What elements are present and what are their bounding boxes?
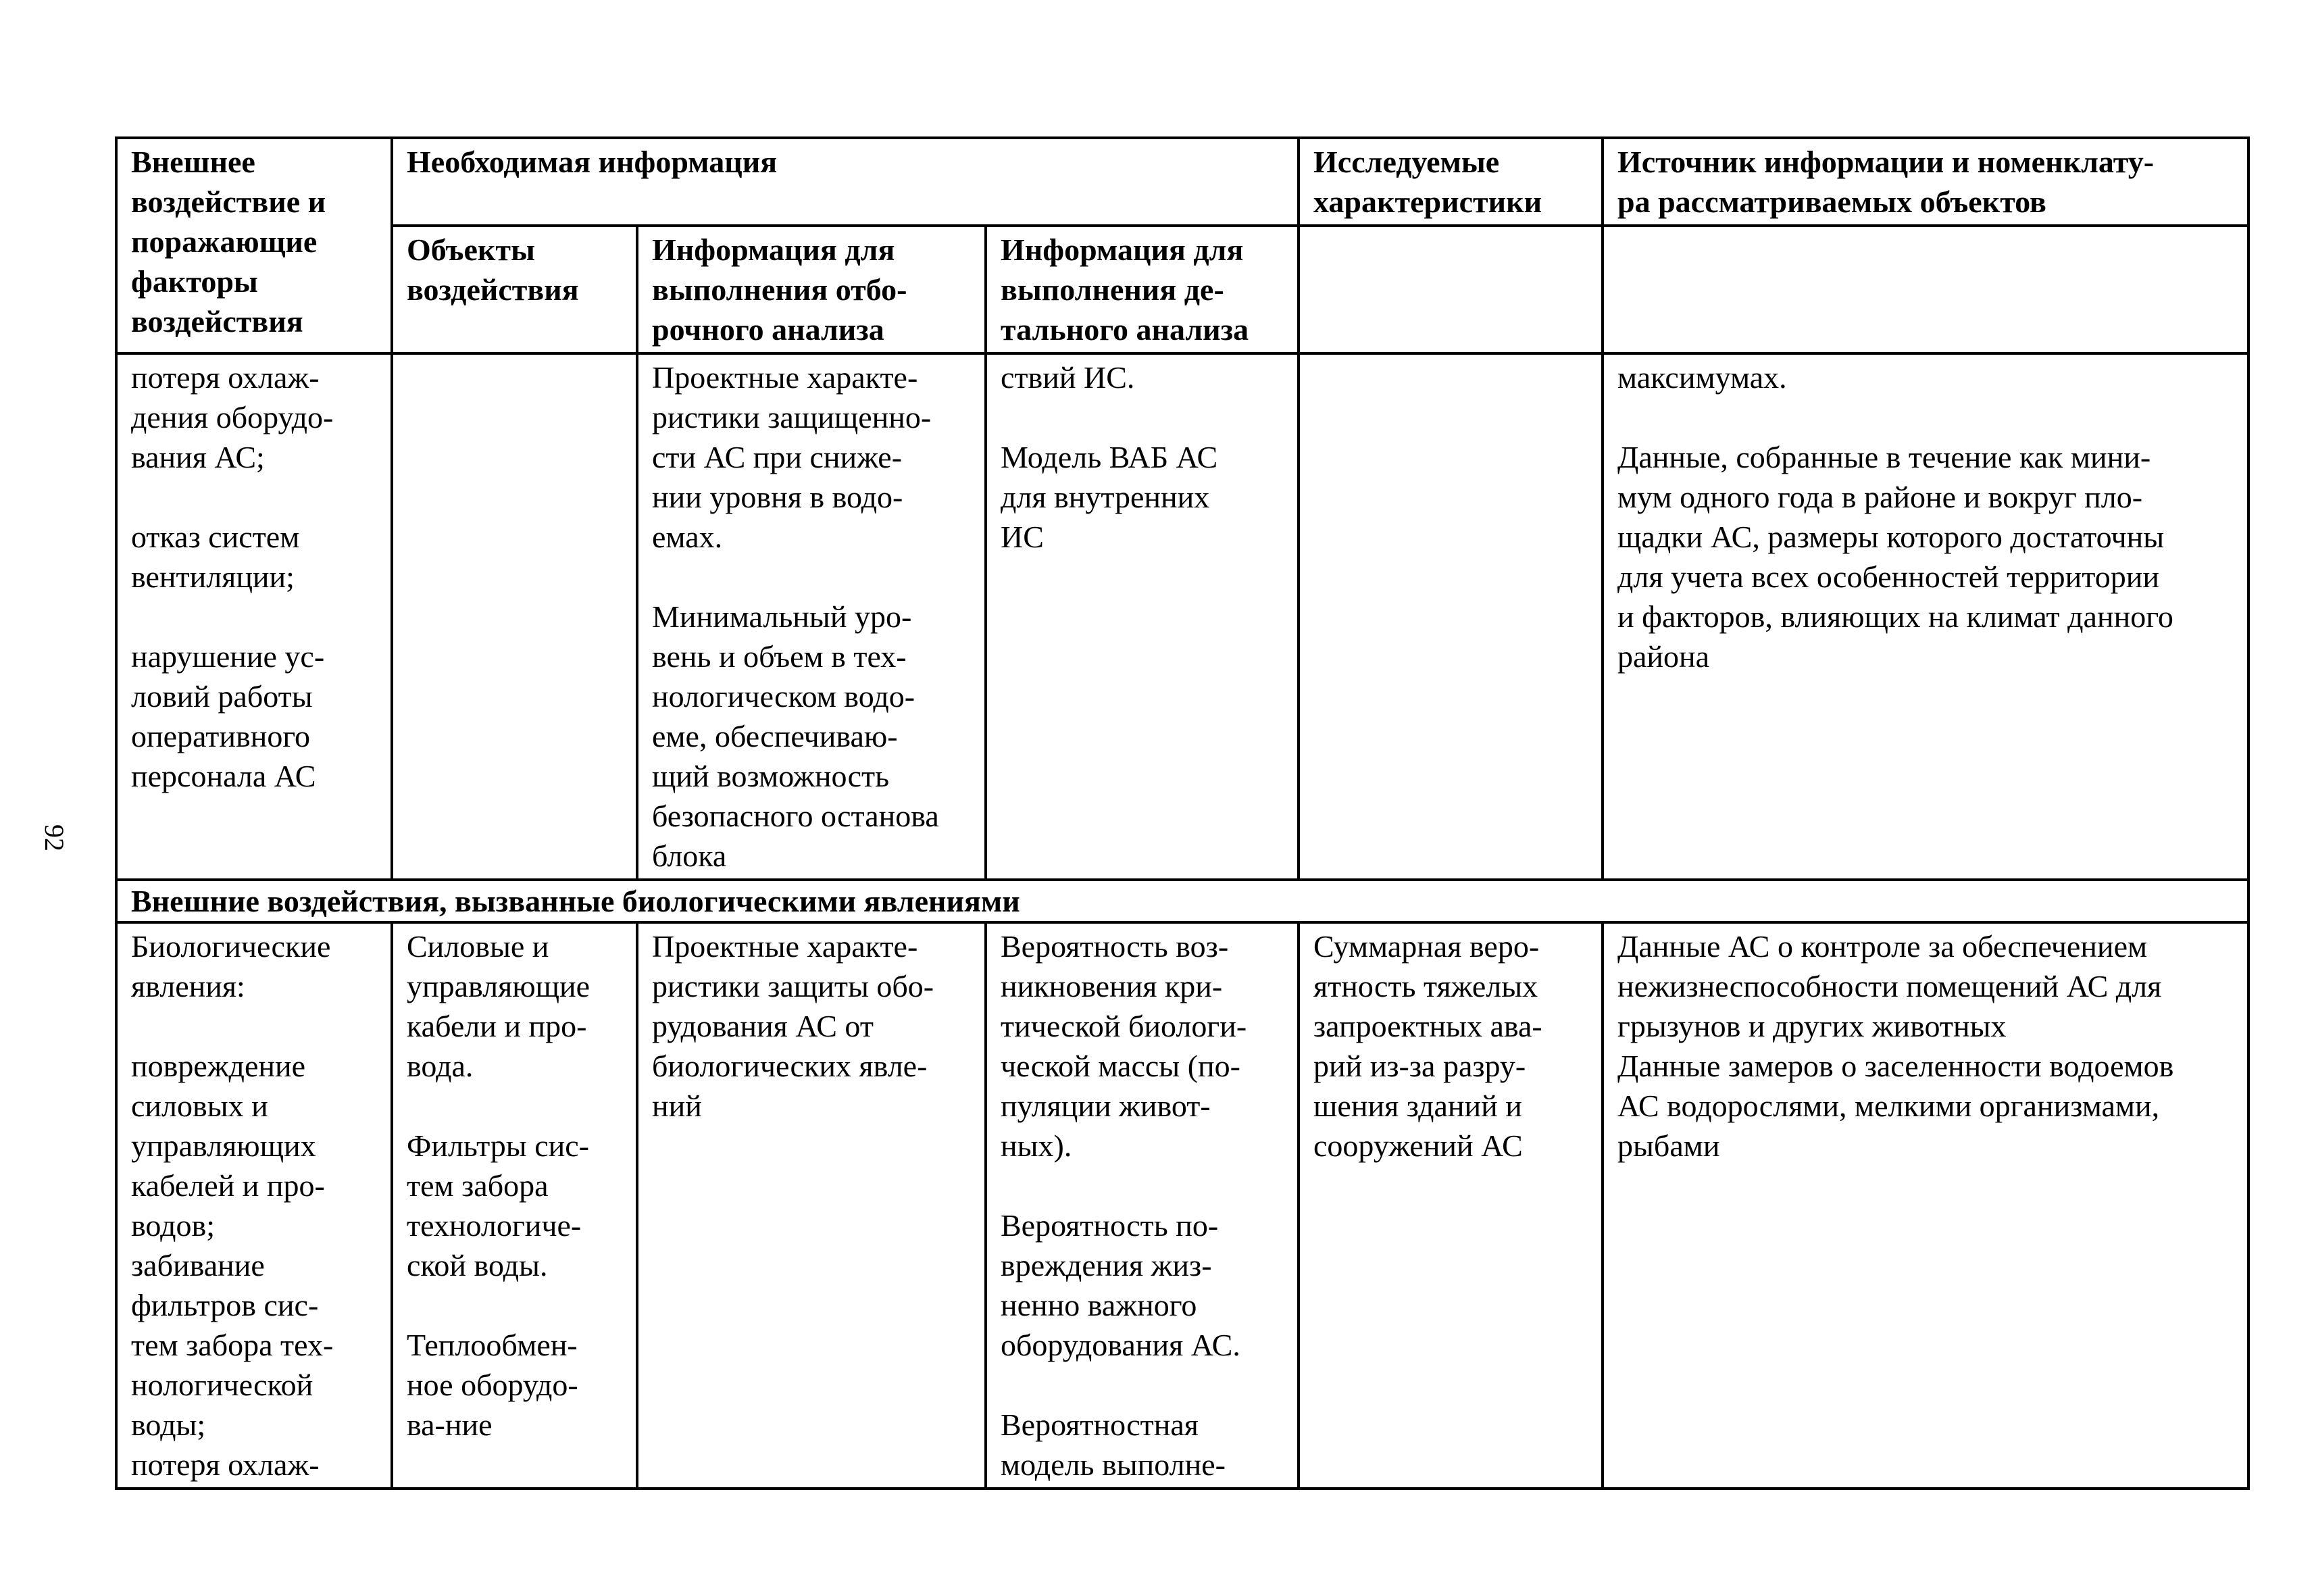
- header-empty-cell: [1299, 226, 1603, 353]
- table-row: [116, 353, 2248, 880]
- table-cell: Вероятность воз- никновения кри- тической биологи- ческой массы (по- пуляции живот- ных). Вероятность по- вреждения жиз- ненно важного оборудования АС. Вероятностная модель выполне-: [986, 922, 1299, 1489]
- header-screening-info: Информация для выполнения отбо- рочного анализа: [637, 226, 986, 353]
- table-header-row: [116, 138, 2248, 226]
- header-info-source: Источник информации и номенклату- ра рассматриваемых объектов: [1603, 138, 2248, 226]
- table-cell: Проектные характе- ристики защищенно- сти АС при сниже- нии уровня в водо- емах. Минимальный уро- вень и объем в тех- нологическом водо- еме, обеспечиваю- щий возможность безопасного останова блока: [637, 353, 986, 880]
- table-cell: Данные АС о контроле за обеспечением нежизнеспособности помещений АС для грызунов и других животных Данные замеров о заселенности водоемов АС водорослями, мелкими организмами, рыбами: [1603, 922, 2248, 1489]
- table-row: [116, 922, 2248, 1489]
- header-studied-characteristics: Исследуемые характеристики: [1299, 138, 1603, 226]
- header-detailed-info: Информация для выполнения де- тального анализа: [986, 226, 1299, 353]
- table-cell: Силовые и управляющие кабели и про- вода. Фильтры сис- тем забора технологиче- ской воды. Теплообмен- ное оборудо- ва-ние: [392, 922, 637, 1489]
- header-required-info: Необходимая информация: [392, 138, 1299, 226]
- table-cell: Проектные характе- ристики защиты обо- рудования АС от биологических явле- ний: [637, 922, 986, 1489]
- section-title: Внешние воздействия, вызванные биологическими явлениями: [116, 880, 2248, 922]
- table-cell: ствий ИС. Модель ВАБ АС для внутренних ИС: [986, 353, 1299, 880]
- table-cell: [392, 353, 637, 880]
- table-cell: потеря охлаж- дения оборудо- вания АС; отказ систем вентиляции; нарушение ус- ловий работы оперативного персонала АС: [116, 353, 392, 880]
- data-table: [115, 136, 2250, 1490]
- table-cell: Биологические явления: повреждение силовых и управляющих кабелей и про- водов; забивание фильтров сис- тем забора тех- нологической воды; потеря охлаж-: [116, 922, 392, 1489]
- table-cell: максимумах. Данные, собранные в течение как мини- мум одного года в районе и вокруг пло- щадки АС, размеры которого достаточны для учета всех особенностей территории и факторов, влияющих на климат данного района: [1603, 353, 2248, 880]
- table-subheader-row: [116, 226, 2248, 353]
- table-cell: [1299, 353, 1603, 880]
- section-row: [116, 880, 2248, 922]
- table-cell: Суммарная веро- ятность тяжелых запроектных ава- рий из-за разру- шения зданий и сооружений АС: [1299, 922, 1603, 1489]
- header-impact-objects: Объекты воздействия: [392, 226, 637, 353]
- header-empty-cell: [1603, 226, 2248, 353]
- page-number: 92: [39, 824, 70, 851]
- header-external-impact: Внешнее воздействие и поражающие факторы воздействия: [116, 138, 392, 353]
